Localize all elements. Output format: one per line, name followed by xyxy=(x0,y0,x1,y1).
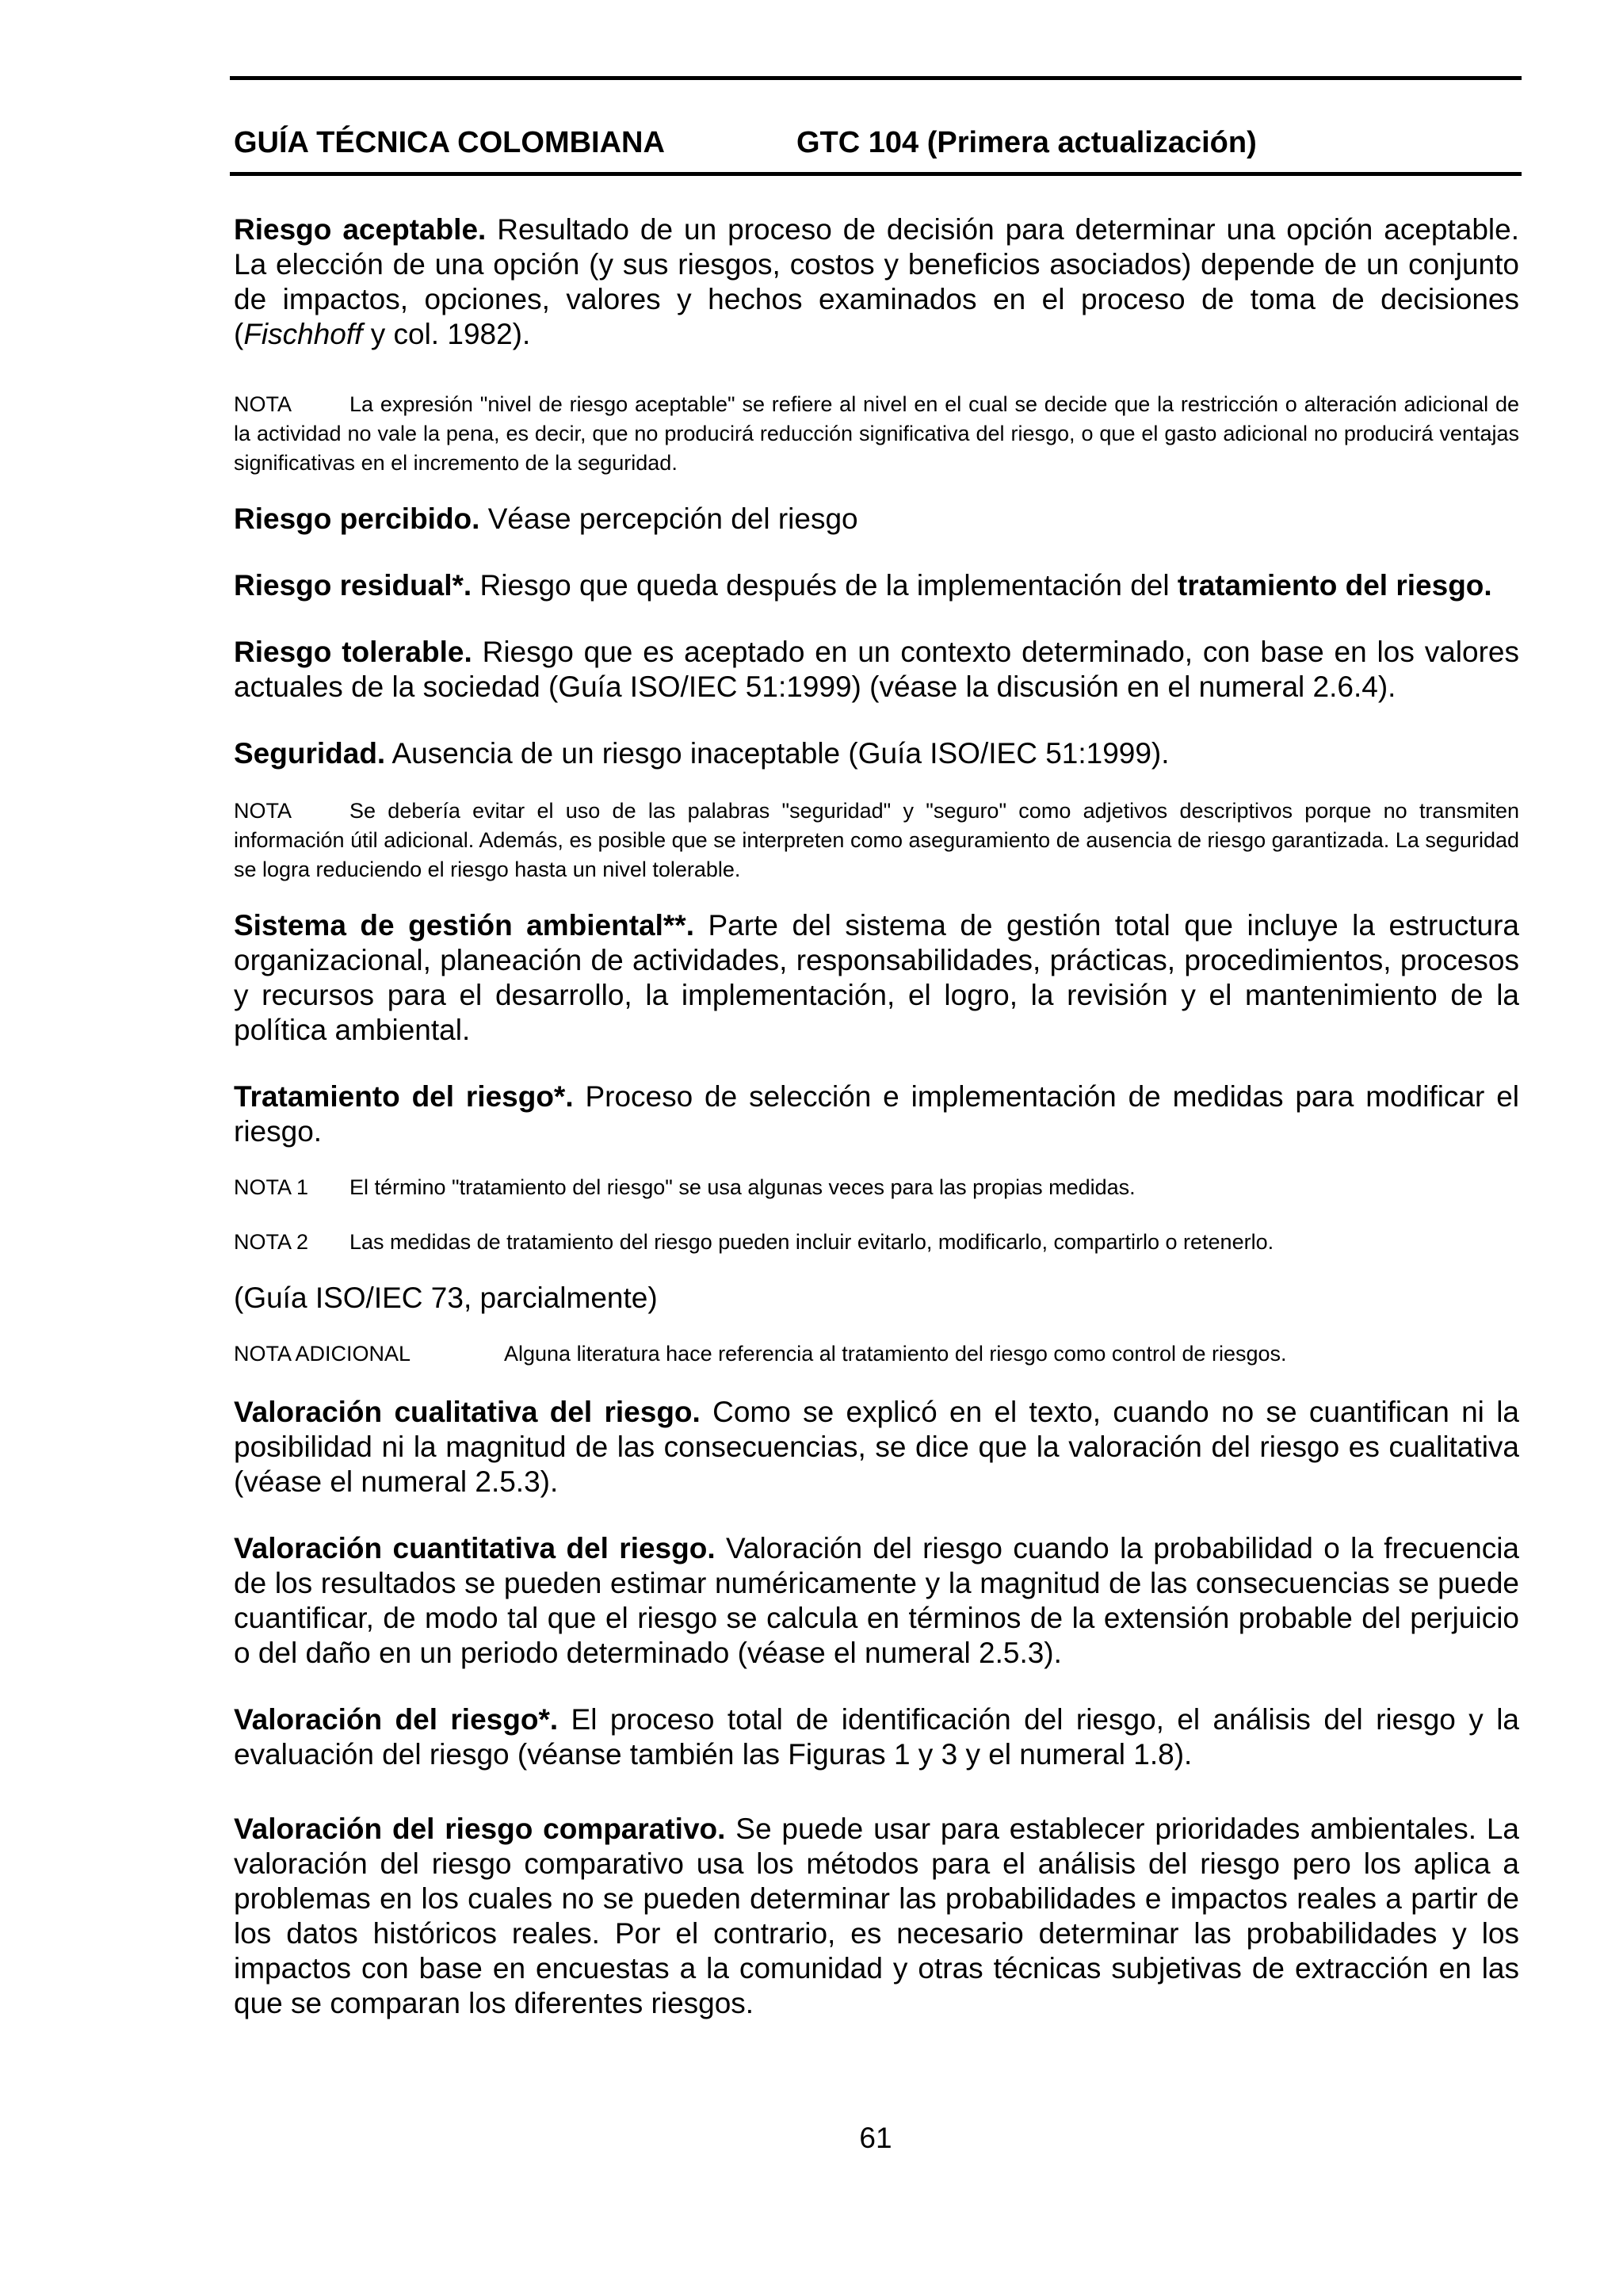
note-seguridad xyxy=(234,797,1519,884)
entry-definition: El proceso total de identificación del riesgo, el análisis del riesgo y la evaluación del riesgo (véanse también las Figuras 1 y 3 y el numeral 1.8). xyxy=(234,1703,1519,1771)
note-2-tratamiento xyxy=(234,1228,1519,1257)
entry-definition: Proceso de selección e implementación de medidas para modificar el riesgo. xyxy=(234,1080,1519,1148)
entry-definition: Valoración del riesgo cuando la probabilidad o la frecuencia de los resultados se pueden estimar numéricamente y la magnitud de las consecuencias se puede cuantificar, de modo tal que el riesgo se calcula en términos de la extensión probable del perjuicio o del daño en un periodo determinado (véase el numeral 2.5.3). xyxy=(234,1532,1520,1669)
entry-term: Tratamiento del riesgo*. xyxy=(234,1080,574,1113)
entry-term: Riesgo residual*. xyxy=(234,569,472,602)
note-label: NOTA xyxy=(234,392,292,416)
header-bottom-rule xyxy=(230,172,1522,176)
entry-definition: Se puede usar para establecer prioridades ambientales. La valoración del riesgo comparativo usa los métodos para el análisis del riesgo pero los aplica a problemas en los cuales no se pueden determinar las probabilidades e impactos reales a partir de los datos históricos reales. Por el contrario, es necesario determinar las probabilidades y los impactos con base en encuestas a la comunidad y otras técnicas subjetivas de extracción en las que se comparan los diferentes riesgos. xyxy=(234,1813,1519,2019)
entry-term: Sistema de gestión ambiental**. xyxy=(234,909,694,942)
entry-riesgo-aceptable xyxy=(234,212,1519,352)
page-body xyxy=(234,212,1519,2021)
entry-sistema-gestion-ambiental xyxy=(234,908,1519,1048)
entry-definition: Como se explicó en el texto, cuando no se cuantifican ni la posibilidad ni la magnitud de las consecuencias, se dice que la valoración del riesgo es cualitativa (véase el numeral 2.5.3). xyxy=(234,1396,1520,1498)
note-text: La expresión "nivel de riesgo aceptable" se refiere al nivel en el cual se decide que la restricción o alteración adicional de la actividad no vale la pena, es decir, que no producirá reducción significativa del riesgo, o que el gasto adicional no producirá ventajas significativas en el incremento de la seguridad. xyxy=(234,392,1519,475)
entry-definition: Riesgo que queda después de la implementación del xyxy=(472,569,1178,602)
entry-riesgo-tolerable xyxy=(234,635,1519,705)
note-1-tratamiento xyxy=(234,1173,1519,1202)
entry-seguridad xyxy=(234,736,1519,771)
header-top-rule xyxy=(230,76,1522,80)
entry-definition: Resultado de un proceso de decisión para determinar una opción aceptable. La elección de una opción (y sus riesgos, costos y beneficios asociados) depende de un conjunto de impactos, opciones, valores y hechos examinados en el proceso de toma de decisiones ( xyxy=(234,213,1519,350)
entry-definition: Parte del sistema de gestión total que incluye la estructura organizacional, planeación de actividades, responsabilidades, prácticas, procedimientos, procesos y recursos para el desarrollo, la implementación, el logro, la revisión y el mantenimiento de la política ambiental. xyxy=(234,909,1519,1046)
entry-definition: Ausencia de un riesgo inaceptable (Guía ISO/IEC 51:1999). xyxy=(385,737,1170,770)
header-title-left: GUÍA TÉCNICA COLOMBIANA xyxy=(234,126,665,159)
entry-definition: Véase percepción del riesgo xyxy=(479,502,858,535)
entry-tratamiento-riesgo xyxy=(234,1079,1519,1149)
note-label: NOTA xyxy=(234,799,292,823)
entry-crossref: tratamiento del riesgo. xyxy=(1177,569,1492,602)
entry-definition: Riesgo que es aceptado en un contexto determinado, con base en los valores actuales de la sociedad (Guía ISO/IEC 51:1999) (véase la discusión en el numeral 2.6.4). xyxy=(234,636,1519,703)
entry-term: Valoración cuantitativa del riesgo. xyxy=(234,1532,716,1564)
entry-term: Valoración cualitativa del riesgo. xyxy=(234,1396,701,1428)
source-reference: (Guía ISO/IEC 73, parcialmente) xyxy=(234,1282,658,1314)
note-label: NOTA ADICIONAL xyxy=(234,1342,411,1366)
entry-term: Valoración del riesgo*. xyxy=(234,1703,559,1736)
header-title-right: GTC 104 (Primera actualización) xyxy=(796,126,1257,159)
entry-valoracion-comparativo xyxy=(234,1812,1519,2021)
entry-term: Riesgo tolerable. xyxy=(234,636,472,668)
note-adicional xyxy=(234,1339,1519,1369)
note-riesgo-aceptable xyxy=(234,390,1519,478)
page-number: 61 xyxy=(859,2122,892,2154)
entry-definition-end: y col. 1982). xyxy=(362,318,531,350)
note-label: NOTA 2 xyxy=(234,1230,309,1254)
note-text: El término "tratamiento del riesgo" se usa algunas veces para las propias medidas. xyxy=(349,1175,1136,1199)
entry-riesgo-percibido xyxy=(234,502,1519,537)
entry-riesgo-residual xyxy=(234,568,1519,603)
entry-valoracion-cualitativa xyxy=(234,1395,1519,1499)
entry-term: Riesgo aceptable. xyxy=(234,213,487,246)
note-text: Alguna literatura hace referencia al tratamiento del riesgo como control de riesgos. xyxy=(504,1342,1287,1366)
entry-term: Riesgo percibido. xyxy=(234,502,480,535)
entry-valoracion-cuantitativa xyxy=(234,1531,1519,1671)
note-label: NOTA 1 xyxy=(234,1175,309,1199)
entry-valoracion-riesgo xyxy=(234,1702,1519,1772)
note-text: Se debería evitar el uso de las palabras "seguridad" y "seguro" como adjetivos descriptivos porque no transmiten información útil adicional. Además, es posible que se interpreten como aseguramiento de ausencia de riesgo garantizada. La seguridad se logra reduciendo el riesgo hasta un nivel tolerable. xyxy=(234,799,1519,881)
entry-term: Seguridad. xyxy=(234,737,386,770)
entry-term: Valoración del riesgo comparativo. xyxy=(234,1813,726,1845)
note-text: Las medidas de tratamiento del riesgo pueden incluir evitarlo, modificarlo, compartirlo o retenerlo. xyxy=(349,1230,1274,1254)
citation-author: Fischhoff xyxy=(243,318,363,350)
